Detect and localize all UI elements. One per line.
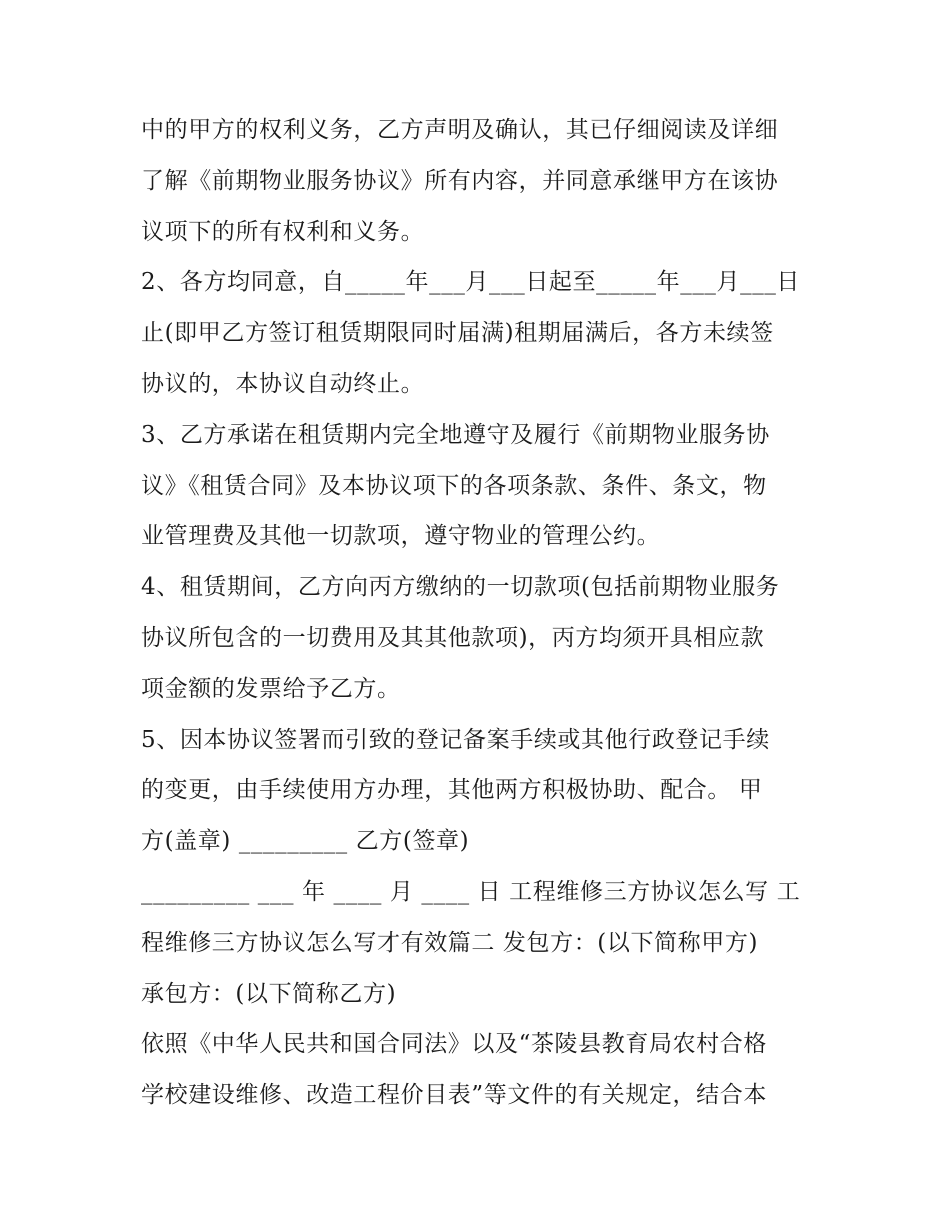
text-line: 程维修三方协议怎么写才有效篇二 发包方：(以下简称甲方): [141, 929, 759, 956]
text-line: 协议所包含的一切费用及其其他款项)，丙方均须开具相应款: [141, 624, 765, 651]
text-line: 5、因本协议签署而引致的登记备案手续或其他行政登记手续: [141, 726, 770, 753]
text-line: 协议的，本协议自动终止。: [141, 370, 425, 397]
text-line: 3、乙方承诺在租赁期内完全地遵守及履行《前期物业服务协: [141, 421, 770, 448]
text-line: 方(盖章) _________ 乙方(签章): [141, 828, 470, 855]
document-body: [141, 105, 821, 1121]
text-line: 中的甲方的权利义务，乙方声明及确认，其已仔细阅读及详细: [141, 117, 779, 143]
text-line: 的变更，由手续使用方办理，其他两方积极协助、配合。 甲: [141, 777, 763, 804]
text-line: 学校建设维修、改造工程价目表”等文件的有关规定，结合本: [141, 1082, 767, 1109]
text-line: 项金额的发票给予乙方。: [141, 675, 401, 702]
text-line: 承包方：(以下简称乙方): [141, 980, 397, 1007]
text-line: 议项下的所有权利和义务。: [141, 218, 425, 245]
text-line: 4、租赁期间，乙方向丙方缴纳的一切款项(包括前期物业服务: [141, 574, 780, 601]
text-line: 议》《租赁合同》及本协议项下的各项条款、条件、条文，物: [141, 472, 767, 499]
text-line: 业管理费及其他一切款项，遵守物业的管理公约。: [141, 523, 661, 550]
text-line: 依照《中华人民共和国合同法》以及“茶陵县教育局农村合格: [141, 1031, 767, 1058]
text-line: _________ ___ 年 ____ 月 ____ 日 工程维修三方协议怎么写 工: [141, 878, 801, 905]
text-line: 2、各方均同意，自_____年___月___日起至_____年___月___日: [141, 269, 801, 296]
text-line: 了解《前期物业服务协议》所有内容，并同意承继甲方在该协: [141, 167, 779, 194]
text-line: 止(即甲乙方签订租赁期限同时届满)租期届满后，各方未续签: [141, 320, 774, 347]
